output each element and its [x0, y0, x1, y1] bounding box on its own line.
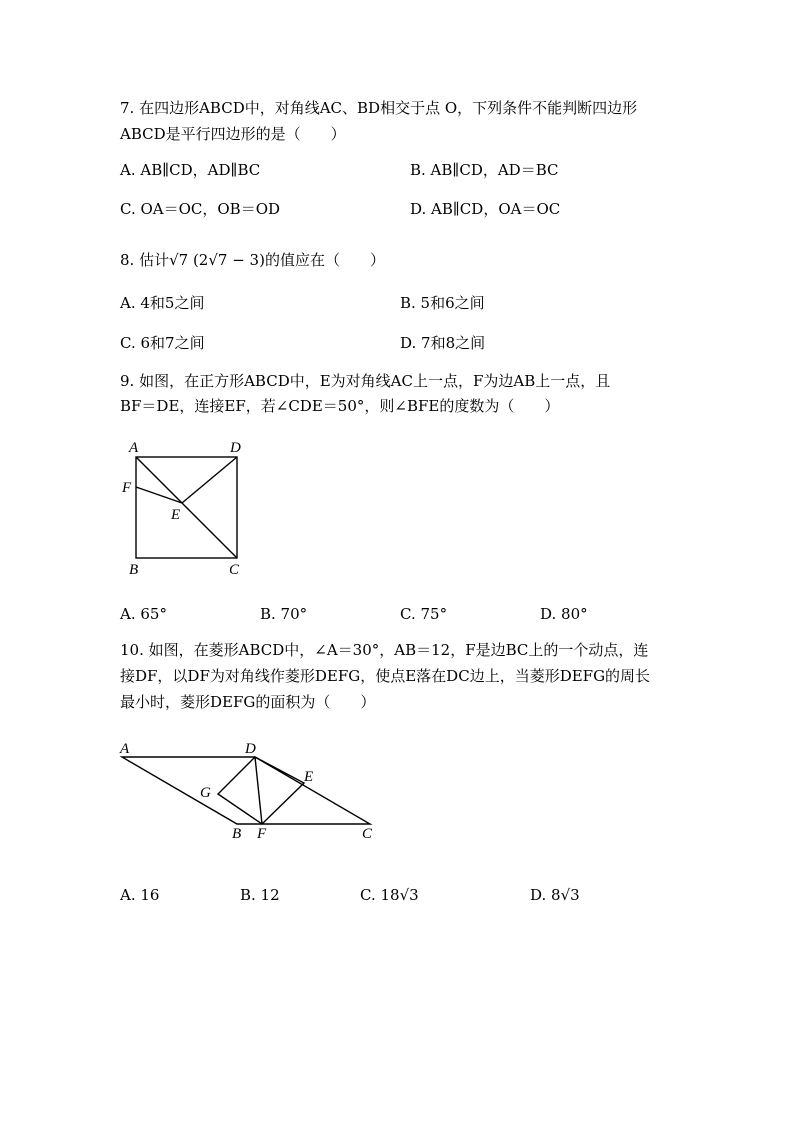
- segment-fe: [136, 487, 182, 503]
- diagonal-ac: [136, 457, 237, 558]
- label-e: E: [171, 507, 181, 523]
- q10-line1: 10. 如图，在菱形ABCD中，∠A＝30°，AB＝12，F是边BC上的一个动点，连: [120, 641, 649, 659]
- q8-option-c[interactable]: C. 6和7之间: [120, 334, 205, 352]
- label-a: A: [120, 741, 130, 757]
- label-f: F: [122, 480, 132, 496]
- q9-option-b[interactable]: B. 70°: [260, 605, 308, 623]
- q9-option-d[interactable]: D. 80°: [540, 605, 588, 623]
- label-g: G: [200, 785, 211, 801]
- q7-option-a[interactable]: A. AB∥CD，AD∥BC: [120, 161, 261, 179]
- q7-option-b[interactable]: B. AB∥CD，AD＝BC: [410, 161, 559, 179]
- q10-option-c[interactable]: C. 18√3: [360, 886, 419, 904]
- q9-square-figure: [115, 435, 255, 585]
- q9-option-a[interactable]: A. 65°: [120, 605, 167, 623]
- q10-option-b[interactable]: B. 12: [240, 886, 280, 904]
- label-c: C: [229, 562, 240, 578]
- label-e: E: [304, 769, 314, 785]
- q7-line2: ABCD是平行四边形的是（ ）: [120, 125, 346, 143]
- q8-option-b[interactable]: B. 5和6之间: [400, 294, 485, 312]
- label-a: A: [129, 440, 139, 456]
- q10-option-d[interactable]: D. 8√3: [530, 886, 580, 904]
- q10-line2: 接DF，以DF为对角线作菱形DEFG，使点E落在DC边上，当菱形DEFG的周长: [120, 667, 651, 685]
- q10-line3: 最小时，菱形DEFG的面积为（ ）: [120, 693, 376, 711]
- q7-option-d[interactable]: D. AB∥CD，OA＝OC: [410, 200, 561, 218]
- segment-de: [182, 457, 237, 503]
- q10-rhombus-figure: [115, 735, 395, 850]
- rhombus-abcd: [122, 757, 370, 824]
- q10-option-a[interactable]: A. 16: [120, 886, 160, 904]
- label-b: B: [129, 562, 139, 578]
- label-c: C: [362, 826, 373, 842]
- q7-line1: 7. 在四边形ABCD中，对角线AC、BD相交于点 O，下列条件不能判断四边形: [120, 99, 638, 117]
- q8-option-a[interactable]: A. 4和5之间: [120, 294, 205, 312]
- q9-option-c[interactable]: C. 75°: [400, 605, 448, 623]
- q8-line1: 8. 估计√7 (2√7 − 3)的值应在（ ）: [120, 251, 385, 269]
- q8-option-d[interactable]: D. 7和8之间: [400, 334, 486, 352]
- q9-line2: BF＝DE，连接EF，若∠CDE＝50°，则∠BFE的度数为（ ）: [120, 397, 560, 415]
- label-b: B: [232, 826, 242, 842]
- segment-df: [255, 757, 262, 824]
- label-d: D: [230, 440, 241, 456]
- label-d: D: [245, 741, 256, 757]
- q9-line1: 9. 如图，在正方形ABCD中，E为对角线AC上一点，F为边AB上一点，且: [120, 372, 611, 390]
- label-f: F: [257, 826, 267, 842]
- q7-option-c[interactable]: C. OA＝OC，OB＝OD: [120, 200, 281, 218]
